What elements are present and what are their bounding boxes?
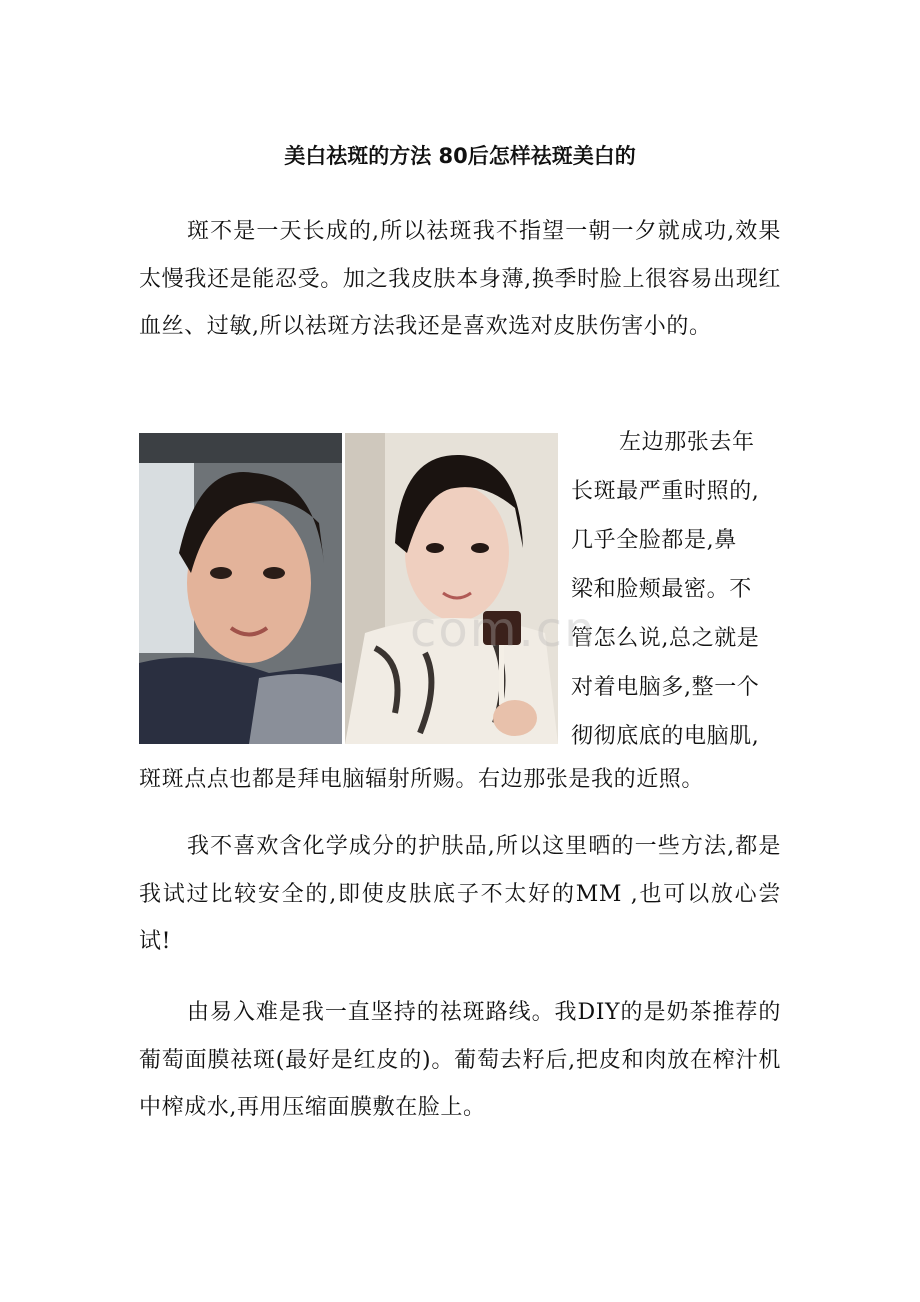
page-title: 美白祛斑的方法 80后怎样祛斑美白的 bbox=[284, 144, 636, 168]
caption-line: 梁和脸颊最密。不 bbox=[571, 577, 752, 602]
caption-line: 长斑最严重时照的, bbox=[571, 479, 760, 504]
caption-line: 对着电脑多,整一个 bbox=[571, 675, 760, 700]
caption-line: 几乎全脸都是,鼻 bbox=[571, 528, 737, 553]
photo-before bbox=[139, 433, 342, 744]
caption-line: 左边那张去年 bbox=[619, 430, 755, 455]
photo-caption bbox=[571, 418, 781, 761]
paragraph-intro: 斑不是一天长成的,所以祛斑我不指望一朝一夕就成功,效果太慢我还是能忍受。加之我皮肤本身薄,换季时脸上很容易出现红血丝、过敏,所以祛斑方法我还是喜欢选对皮肤伤害小的。 bbox=[139, 219, 781, 339]
photo-comparison bbox=[139, 433, 558, 744]
paragraph-4: 由易入难是我一直坚持的祛斑路线。我DIY的是奶茶推荐的葡萄面膜祛斑(最好是红皮的)。葡萄去籽后,把皮和肉放在榨汁机中榨成水,再用压缩面膜敷在脸上。 bbox=[139, 1000, 781, 1120]
caption-line: 管怎么说,总之就是 bbox=[571, 626, 760, 651]
paragraph-3: 我不喜欢含化学成分的护肤品,所以这里晒的一些方法,都是我试过比较安全的,即使皮肤底子不太好的MM ,也可以放心尝试! bbox=[139, 834, 781, 954]
watermark-text: com.cn bbox=[410, 602, 597, 658]
caption-tail: 斑斑点点也都是拜电脑辐射所赐。右边那张是我的近照。 bbox=[139, 767, 705, 792]
photo-after bbox=[345, 433, 558, 744]
caption-line: 彻彻底底的电脑肌, bbox=[571, 724, 760, 749]
